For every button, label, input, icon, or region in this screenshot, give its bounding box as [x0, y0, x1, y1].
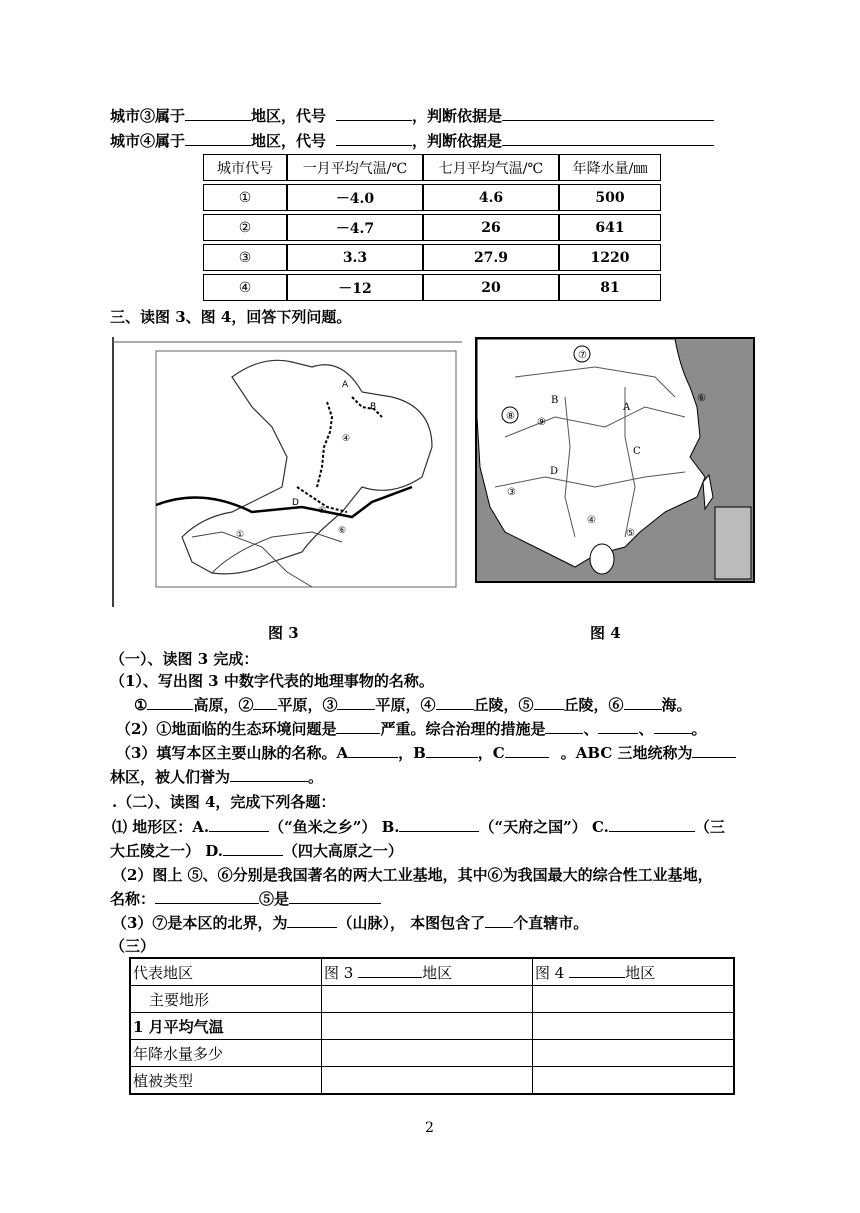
- part2-q3: （3）⑦是本区的北界，为 （山脉）， 本图包含了 个直辖市。: [112, 914, 589, 932]
- header-cell: 城市代号: [203, 154, 287, 181]
- figure4-map: [475, 337, 755, 583]
- part2-q1b: 大丘陵之一） D. （四大高原之一）: [110, 842, 403, 860]
- part2-q1: ⑴ 地形区：A. （“鱼米之乡”） B. （“天府之国”） C. （三: [112, 818, 725, 836]
- map3-label-1: ①: [236, 530, 245, 540]
- table-row: ③ 3.3 27.9 1220: [203, 244, 661, 271]
- map3-label-B: B: [370, 402, 377, 412]
- table-row: 主要地形: [130, 986, 734, 1013]
- figure3-map: [112, 337, 462, 607]
- map4-label-5: ⑤: [626, 528, 635, 539]
- city3-question: 城市③属于 地区，代号 ，判断依据是: [110, 105, 714, 126]
- table-row: ② －4.7 26 641: [203, 214, 661, 241]
- compare-table: [129, 957, 735, 1095]
- table-row: 植被类型: [130, 1067, 734, 1095]
- figure4-caption: 图 4: [590, 624, 621, 642]
- part1-q3b: 林区，被人们誉为 。: [110, 768, 324, 786]
- part3-heading: （三）: [110, 937, 156, 955]
- table-row: 年降水量多少: [130, 1040, 734, 1067]
- map4-label-9: ⑨: [537, 417, 546, 428]
- map4-label-7: ⑦: [578, 350, 587, 361]
- table-row: 代表地区 图 3 地区 图 4 地区: [130, 958, 734, 986]
- map3-label-4: ④: [342, 434, 351, 444]
- part1-heading: （一）、读图 3 完成：: [110, 650, 259, 668]
- part2-q2b: 名称： ⑤是: [110, 888, 381, 909]
- map4-label-B: B: [551, 395, 559, 406]
- map4-label-6: ⑥: [697, 393, 706, 404]
- table-row: ① －4.0 4.6 500: [203, 184, 661, 211]
- header-cell: 年降水量/㎜: [559, 154, 661, 181]
- map4-label-8: ⑧: [506, 411, 515, 422]
- map4-label-A: A: [623, 402, 631, 413]
- map4-label-C: C: [633, 446, 641, 457]
- map4-label-D: D: [550, 466, 559, 477]
- part1-q2: （2）①地面临的生态环境问题是 严重。综合治理的措施是 、 、 。: [116, 720, 707, 738]
- header-cell: 一月平均气温/℃: [287, 154, 423, 181]
- map3-label-5: ⑤: [318, 506, 327, 516]
- map4-label-4: ④: [587, 515, 596, 526]
- table-row: 1 月平均气温: [130, 1013, 734, 1040]
- part1-q3: （3）填写本区主要山脉的名称。A ，B ，C 。ABC 三地统称为: [116, 742, 736, 763]
- city4-question: 城市④属于 地区，代号 ，判断依据是: [110, 130, 714, 151]
- map3-label-6: ⑥: [338, 526, 347, 536]
- map4-label-3: ③: [507, 487, 516, 498]
- header-cell: 七月平均气温/℃: [423, 154, 559, 181]
- part2-q2: （2）图上 ⑤、⑥分别是我国著名的两大工业基地，其中⑥为我国最大的综合性工业基地，: [112, 866, 713, 884]
- map3-label-D: D: [292, 498, 299, 508]
- page-number: 2: [425, 1120, 434, 1136]
- climate-table: [203, 151, 661, 304]
- part1-q1: （1）、写出图 3 中数字代表的地理事物的名称。: [110, 672, 434, 690]
- part2-heading: .（二）、读图 4，完成下列各题：: [112, 793, 336, 811]
- map3-label-A: A: [342, 380, 349, 390]
- section3-title: 三、读图 3、图 4，回答下列问题。: [110, 308, 352, 326]
- table-row: ④ －12 20 81: [203, 274, 661, 301]
- figure3-caption: 图 3: [268, 624, 299, 642]
- part1-q1-items: ① 高原，② 平原，③ 平原，④ 丘陵，⑤ 丘陵，⑥ 海。: [134, 696, 692, 714]
